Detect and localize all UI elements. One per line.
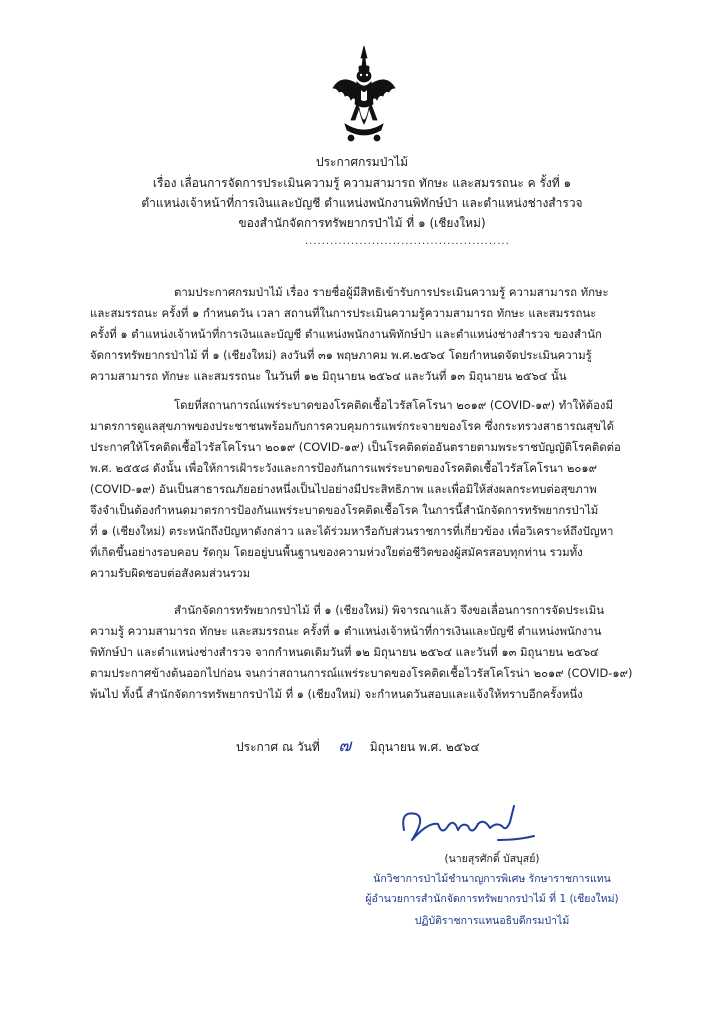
paragraph-postponement [90,600,642,705]
announcement-month-year: มิถุนายน พ.ศ. ๒๕๖๔ [369,740,480,754]
paragraph-line: ความสามารถ ทักษะ และสมรรถนะ ในวันที่ ๑๒ มิถุนายน ๒๕๖๔ และวันที่ ๑๓ มิถุนายน ๒๕๖๔ นั้น [90,369,567,383]
signatory-acting: ปฏิบัติราชการแทนอธิบดีกรมป่าไม้ [414,915,570,927]
handwritten-day: ๗ [338,736,352,756]
paragraph-line: จึงจำเป็นต้องกำหนดมาตรการป้องกันแพร่ระบาดของโรคติดเชื้อโรค ในการนี้สำนักจัดการทรัพยากรป่าไม้ [90,503,599,517]
paragraph-line: พ.ศ. ๒๕๕๘ ดังนั้น เพื่อให้การเฝ้าระวังและการป้องกันการแพร่ระบาดของโรคติดเชื้อไวรัสโคโรนา ๒๐๑๙ [90,461,597,475]
office-line: ของสำนักจัดการทรัพยากรป่าไม้ ที่ ๑ (เชียงใหม่) [238,216,486,230]
signatory-title: นักวิชาการป่าไม้ชำนาญการพิเศษ รักษาราชการแทน [373,873,611,885]
paragraph-line: (COVID-๑๙) อันเป็นสาธารณภัยอย่างหนึ่งเป็นไปอย่างมีประสิทธิภาพ และเพื่อมิให้ส่งผลกระทบต่อสุขภาพ [90,482,597,496]
paragraph-line: ที่เกิดขึ้นอย่างรอบคอบ รัดกุม โดยอยู่บนพื้นฐานของความห่วงใยต่อชีวิตของผู้สมัครสอบทุกท่าน รวมทั้ง [90,545,583,559]
paragraph-line: พ้นไป ทั้งนี้ สำนักจัดการทรัพยากรป่าไม้ ที่ ๑ (เชียงใหม่) จะกำหนดวันสอบและแจ้งให้ทราบอีกครั้งหนึ่ง [90,687,583,701]
signatory-name: (นายสุรศักดิ์ บัสบุสย์) [444,853,540,865]
paragraph-line: ครั้งที่ ๑ ตำแหน่งเจ้าหน้าที่การเงินและบัญชี ตำแหน่งพนักงานพิทักษ์ป่า และตำแหน่งช่างสำรวจ ของสำนัก [90,327,602,341]
paragraph-line: ประกาศให้โรคติดเชื้อไวรัสโคโรนา ๒๐๑๙ (COVID-๑๙) เป็นโรคติดต่ออันตรายตามพระราชบัญญัติโรคติดต่อ [90,440,621,454]
paragraph-line: ตามประกาศข้างต้นออกไปก่อน จนกว่าสถานการณ์แพร่ระบาดของโรคติดเชื้อไวรัสโคโรน่า ๒๐๑๙ (COVID-๑๙) [90,666,633,680]
paragraph-line: ตามประกาศกรมป่าไม้ เรื่อง รายชื่อผู้มีสิทธิเข้ารับการประเมินความรู้ ความสามารถ ทักษะ [174,285,609,299]
subject-line: เรื่อง เลื่อนการจัดการประเมินความรู้ ความสามารถ ทักษะ และสมรรถนะ ค รั้งที่ ๑ [152,176,572,190]
announcement-prefix: ประกาศ ณ วันที่ [236,740,320,754]
paragraph-line: สำนักจัดการทรัพยากรป่าไม้ ที่ ๑ (เชียงใหม่) พิจารณาแล้ว จึงขอเลื่อนการการจัดประเมิน [174,603,605,617]
garuda-emblem-icon [331,44,397,144]
paragraph-line: จัดการทรัพยากรป่าไม้ ที่ ๑ (เชียงใหม่) ลงวันที่ ๓๑ พฤษภาคม พ.ศ.๒๕๖๔ โดยกำหนดจัดประเมินความรู้ [90,348,592,362]
paragraph-covid-situation [90,395,642,584]
handwritten-signature [398,800,538,848]
paragraph-line: มาตรการดูแลสุขภาพของประชาชนพร้อมกับการควบคุมการแพร่กระจายของโรค ซึ่งกระทรวงสาธารณสุขได้ [90,419,615,433]
paragraph-line: ความรับผิดชอบต่อสังคมส่วนรวม [90,566,251,580]
positions-line: ตำแหน่งเจ้าหน้าที่การเงินและบัญชี ตำแหน่งพนักงานพิทักษ์ป่า และตำแหน่งช่างสำรวจ [141,196,583,210]
signatory-office: ผู้อำนวยการสำนักจัดการทรัพยากรป่าไม้ ที่ 1 (เชียงใหม่) [365,893,619,905]
separator: ................................................. [305,236,510,247]
paragraph-announcement-reference [90,282,642,387]
paragraph-line: ที่ ๑ (เชียงใหม่) ตระหนักถึงปัญหาดังกล่าว และได้ร่วมหารือกับส่วนราชการที่เกี่ยวข้อง เพื่อวิเคราะห์ถึงปัญหา [90,524,614,538]
announcement-date [236,736,480,757]
paragraph-line: และสมรรถนะ ครั้งที่ ๑ กำหนดวัน เวลา สถานที่ในการประเมินความรู้ความสามารถ ทักษะ และสมรรถนะ [90,306,597,320]
paragraph-line: โดยที่สถานการณ์แพร่ระบาดของโรคติดเชื้อไวรัสโคโรนา ๒๐๑๙ (COVID-๑๙) ทำให้ต้องมี [174,398,613,412]
paragraph-line: พิทักษ์ป่า และตำแหน่งช่างสำรวจ จากกำหนดเดิมวันที่ ๑๒ มิถุนายน ๒๕๖๔ และวันที่ ๑๓ มิถุนายน ๒๕๖๔ [90,645,599,659]
paragraph-line: ความรู้ ความสามารถ ทักษะ และสมรรถนะ ครั้งที่ ๑ ตำแหน่งเจ้าหน้าที่การเงินและบัญชี ตำแหน่งพนักงาน [90,624,602,638]
issuer-heading: ประกาศกรมป่าไม้ [315,155,409,169]
